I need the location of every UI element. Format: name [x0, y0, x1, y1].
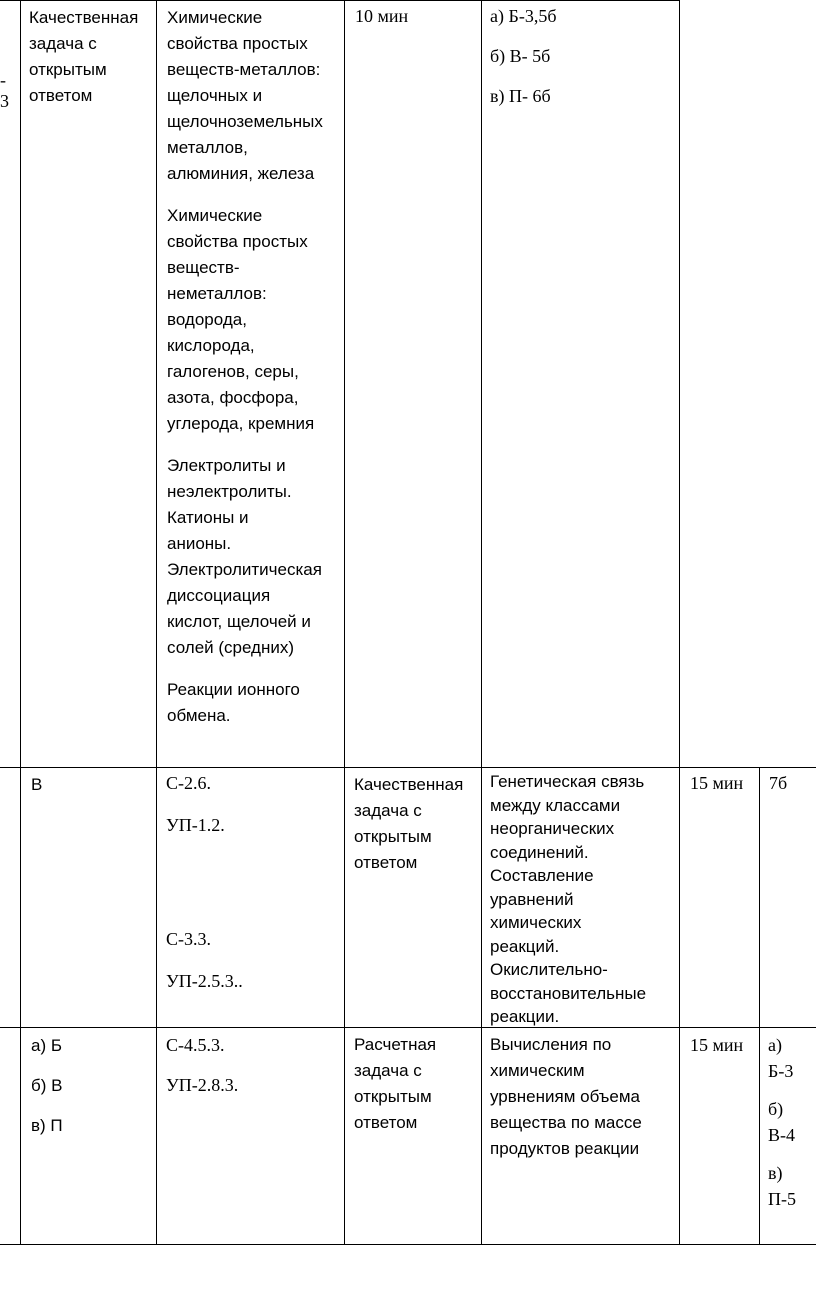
code-line: УП-1.2.	[166, 815, 225, 835]
text-line: кислорода,	[167, 336, 255, 355]
grid-line	[759, 767, 760, 1244]
text-line: Окислительно-	[490, 960, 608, 979]
row2-topic	[490, 770, 678, 1029]
text-line: реакции.	[490, 1007, 560, 1026]
text-line: неорганических	[490, 819, 615, 838]
text-line: Вычисления по	[490, 1035, 612, 1054]
code-line: УП-2.5.3..	[166, 971, 243, 991]
text-line: свойства простых	[167, 34, 308, 53]
row2-time: 15 мин	[690, 773, 744, 793]
score-line: в)	[768, 1163, 783, 1183]
text-line: открытым	[29, 60, 107, 79]
score-b: б) В- 5б	[490, 46, 551, 66]
text-line: реакций.	[490, 936, 560, 956]
text-line: металлов,	[167, 138, 248, 157]
row3-codes	[166, 1032, 342, 1098]
score-line: Б-3	[768, 1061, 794, 1081]
text-line: задача с	[354, 801, 422, 820]
text-line: диссоциация	[167, 586, 271, 605]
grid-line	[0, 1244, 816, 1245]
row3-time: 15 мин	[690, 1035, 744, 1055]
text-line: щелочных и	[167, 86, 263, 105]
row3-scores	[768, 1032, 815, 1212]
text-line: неметаллов:	[167, 284, 267, 303]
text-line: обмена.	[167, 706, 231, 725]
topic-electrolytes	[167, 453, 343, 661]
text-line: анионы.	[167, 534, 232, 553]
text-line: ответом	[354, 1113, 418, 1132]
text-line: веществ-металлов:	[167, 60, 321, 79]
text-line: Расчетная	[354, 1035, 437, 1054]
topic-metals	[167, 5, 343, 187]
code-line: С-4.5.3.	[166, 1035, 225, 1055]
text-line: соединений.	[490, 842, 589, 862]
text-line: неэлектролиты.	[167, 482, 292, 501]
text-line: углерода, кремния	[167, 414, 315, 433]
grid-line	[0, 1027, 816, 1028]
row3-levels	[31, 1033, 151, 1139]
text-line: восстановительные	[490, 983, 647, 1003]
text-line: Составление	[490, 866, 594, 885]
row1-number-cell	[0, 70, 18, 112]
text-line: щелочноземельных	[167, 112, 323, 131]
text-line: ответом	[29, 86, 93, 105]
text-line: солей (средних)	[167, 638, 295, 657]
level-a: а) Б	[31, 1036, 62, 1055]
text-line: Генетическая связь	[490, 772, 645, 791]
text-line: Качественная	[29, 8, 139, 27]
score-line: В-4	[768, 1125, 795, 1145]
row1-task-type	[29, 5, 155, 109]
topic-nonmetals	[167, 203, 343, 437]
row1-number-dash: -	[0, 70, 6, 90]
text-line: между классами	[490, 795, 621, 815]
text-line: задача с	[29, 34, 97, 53]
level-b: б) В	[31, 1076, 63, 1095]
text-line: вещества по массе	[490, 1113, 642, 1132]
score-line: а)	[768, 1035, 782, 1055]
topic-ions	[167, 677, 343, 729]
text-line: азота, фосфора,	[167, 388, 299, 407]
row2-level: В	[31, 775, 43, 794]
text-line: Электролитическая	[167, 560, 322, 579]
text-line: Качественная	[354, 775, 464, 794]
text-line: Катионы и	[167, 508, 249, 527]
grid-line	[0, 767, 816, 768]
text-line: ответом	[354, 853, 418, 872]
grid-line	[679, 0, 680, 1244]
grid-line	[0, 0, 680, 1]
row2-codes	[166, 770, 342, 994]
grid-line	[156, 0, 157, 1244]
row1-time: 10 мин	[355, 6, 409, 26]
text-line: галогенов, серы,	[167, 362, 299, 381]
text-line: кислот, щелочей и	[167, 612, 311, 631]
grid-line	[20, 0, 21, 1244]
score-a: а) Б-3,5б	[490, 6, 557, 26]
text-line: веществ-	[167, 258, 240, 277]
text-line: свойства простых	[167, 232, 308, 251]
grid-line	[344, 0, 345, 1244]
text-line: Электролиты и	[167, 456, 286, 475]
text-line: открытым	[354, 1087, 432, 1106]
score-line: б)	[768, 1099, 784, 1119]
text-line: водорода,	[167, 310, 247, 329]
score-c: в) П- 6б	[490, 86, 551, 106]
row1-topic	[167, 5, 343, 729]
text-line: задача с	[354, 1061, 422, 1080]
text-line: Химические	[167, 8, 263, 27]
text-line: алюминия, железа	[167, 164, 315, 183]
row3-task-type	[354, 1032, 480, 1136]
text-line: химических	[490, 913, 582, 932]
row2-task-type	[354, 772, 480, 876]
row2-score: 7б	[769, 773, 788, 793]
code-line: УП-2.8.3.	[166, 1075, 239, 1095]
text-line: Реакции ионного	[167, 680, 300, 699]
text-line: Химические	[167, 206, 263, 225]
level-c: в) П	[31, 1116, 63, 1135]
text-line: уравнений	[490, 889, 574, 909]
row3-topic	[490, 1032, 678, 1162]
text-line: продуктов реакции	[490, 1139, 640, 1158]
score-line: П-5	[768, 1189, 796, 1209]
text-line: открытым	[354, 827, 432, 846]
row1-scores	[490, 3, 676, 109]
text-line: химическим	[490, 1061, 585, 1080]
text-line: урвнениям объема	[490, 1087, 640, 1106]
row1-number-value: 3	[0, 91, 9, 111]
code-line: С-3.3.	[166, 929, 211, 949]
grid-line	[481, 0, 482, 1244]
code-line: С-2.6.	[166, 773, 211, 793]
